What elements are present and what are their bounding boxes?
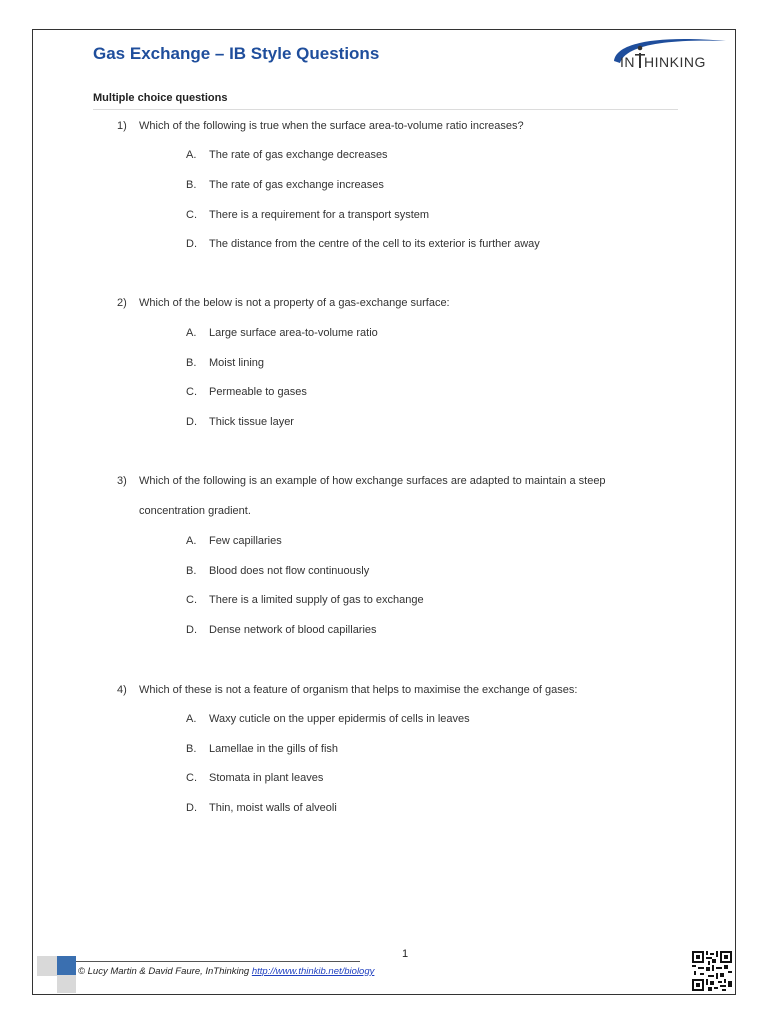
question-number: 4) [117,684,127,696]
option-item [186,624,666,638]
question-number: 1) [117,120,127,132]
option-letter: C. [186,386,197,398]
option-item [186,565,666,579]
option-item [186,357,666,371]
option-letter: D. [186,416,197,428]
qr-code-icon [692,951,732,991]
page-frame [32,29,736,995]
section-heading: Multiple choice questions [93,92,228,104]
svg-text:IN: IN [620,54,635,70]
option-text: There is a requirement for a transport system [209,209,430,221]
inthinking-logo-icon [606,33,731,73]
option-item [186,416,666,430]
option-item [186,179,666,193]
question-4 [117,684,677,698]
option-text: Waxy cuticle on the upper epidermis of cells in leaves [209,713,470,725]
option-item [186,772,666,786]
footer-copyright [78,966,374,977]
option-text: Permeable to gases [209,386,307,398]
option-text: Moist lining [209,357,265,369]
option-text: Stomata in plant leaves [209,772,324,784]
question-text: Which of the following is true when the surface area-to-volume ratio increases? [139,120,524,132]
option-letter: A. [186,149,197,161]
footer-square-decoration [37,956,57,976]
option-letter: D. [186,238,197,250]
option-item [186,802,666,816]
option-letter: C. [186,209,197,221]
page-title: Gas Exchange – IB Style Questions [93,44,380,63]
section-divider [93,109,678,110]
option-item [186,535,666,549]
option-letter: B. [186,357,197,369]
option-letter: D. [186,802,197,814]
option-text: Few capillaries [209,535,282,547]
option-text: The rate of gas exchange increases [209,179,384,191]
option-text: There is a limited supply of gas to exchange [209,594,424,606]
question-text: Which of these is not a feature of organism that helps to maximise the exchange of gases: [139,684,578,696]
option-letter: B. [186,565,197,577]
svg-text:HINKING: HINKING [644,54,706,70]
option-text: The distance from the centre of the cell to its exterior is further away [209,238,540,250]
question-text: Which of the below is not a property of a gas-exchange surface: [139,297,450,309]
footer-square-decoration [57,956,76,975]
option-letter: A. [186,535,197,547]
option-item [186,149,666,163]
question-3 [117,475,677,489]
option-item [186,209,666,223]
option-letter: C. [186,594,197,606]
footer-divider [76,961,360,962]
question-text-continued: concentration gradient. [139,505,251,517]
option-item [186,743,666,757]
question-2 [117,297,677,311]
footer-square-decoration [57,975,76,993]
question-text: Which of the following is an example of how exchange surfaces are adapted to maintain a steep [139,475,606,487]
option-letter: D. [186,624,197,636]
option-item [186,238,666,252]
question-number: 2) [117,297,127,309]
option-letter: A. [186,327,197,339]
footer-link[interactable]: http://www.thinkib.net/biology [251,966,375,977]
option-item [186,713,666,727]
option-text: Thick tissue layer [209,416,294,428]
option-letter: B. [186,743,197,755]
inthinking-logo [606,33,731,73]
option-text: Blood does not flow continuously [209,565,370,577]
option-text: The rate of gas exchange decreases [209,149,388,161]
page-number: 1 [402,948,409,960]
question-number: 3) [117,475,127,487]
option-text: Large surface area-to-volume ratio [209,327,378,339]
question-1 [117,120,677,134]
option-item [186,386,666,400]
option-text: Lamellae in the gills of fish [209,743,339,755]
option-item [186,327,666,341]
option-item [186,594,666,608]
option-letter: B. [186,179,197,191]
option-letter: A. [186,713,197,725]
copyright-text: © Lucy Martin & David Faure, InThinking [78,966,250,977]
option-text: Dense network of blood capillaries [209,624,377,636]
option-letter: C. [186,772,197,784]
option-text: Thin, moist walls of alveoli [209,802,337,814]
